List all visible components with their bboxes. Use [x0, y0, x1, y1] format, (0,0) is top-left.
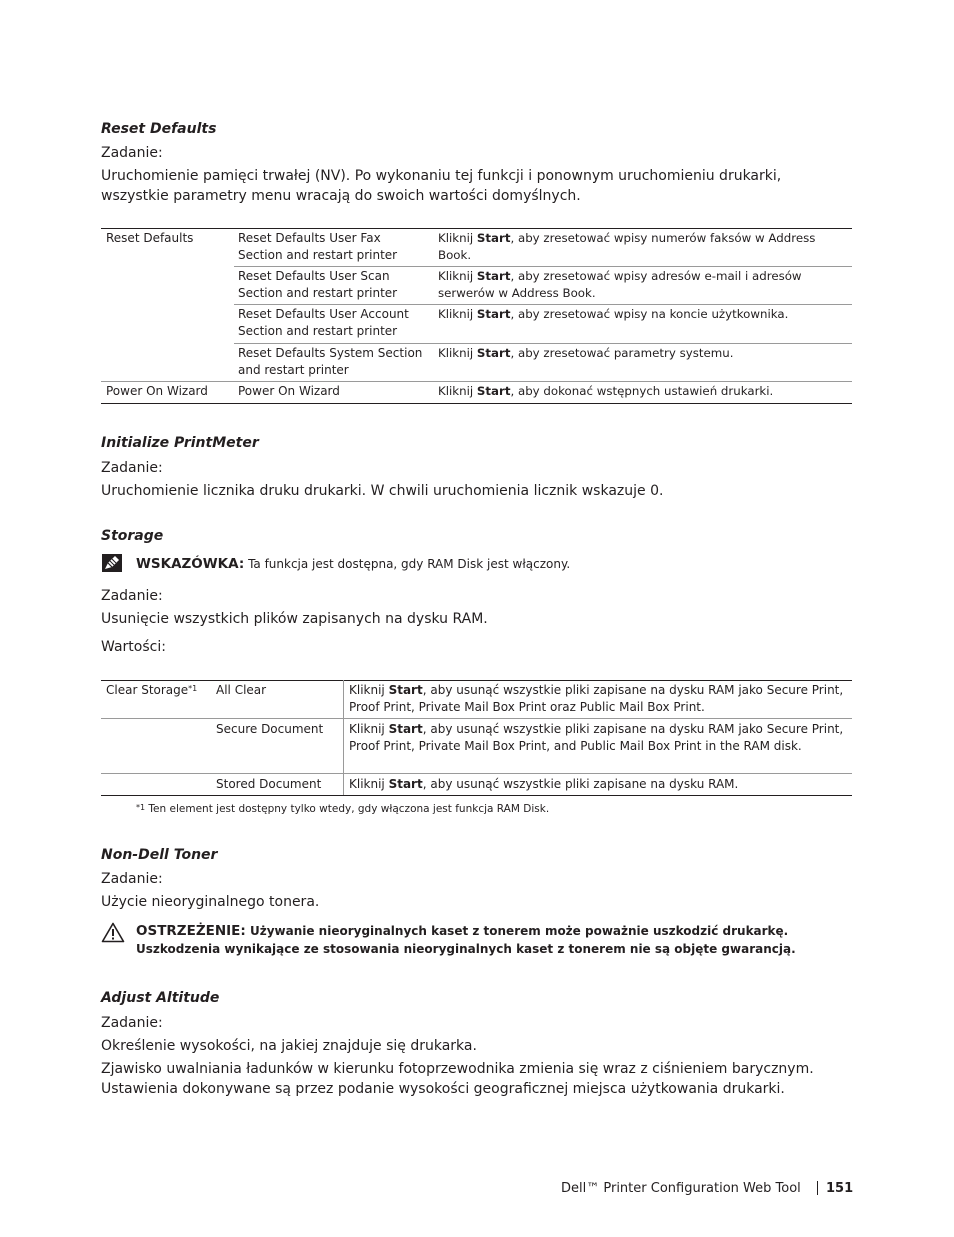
table-cell: Kliknij Start, aby dokonać wstępnych ustawień drukarki. [438, 384, 774, 398]
altitude-description: Określenie wysokości, na jakiej znajduje się drukarka. [101, 1038, 477, 1054]
section-title-storage: Storage [101, 528, 164, 544]
section-title-reset-defaults: Reset Defaults [101, 121, 217, 137]
table-cell: Reset Defaults User Account Section and restart printer [238, 307, 409, 338]
table-cell: Reset Defaults User Fax Section and restart printer [238, 231, 398, 262]
task-label: Zadanie: [101, 1015, 163, 1031]
row-divider [234, 266, 852, 267]
table-cell: Reset Defaults [106, 231, 194, 245]
row-divider [101, 381, 852, 382]
note-label: WSKAZÓWKA: [136, 556, 245, 572]
table-cell: Kliknij Start, aby zresetować wpisy na koncie użytkownika. [438, 307, 789, 321]
task-label: Zadanie: [101, 145, 163, 161]
column-divider [343, 680, 344, 795]
values-label: Wartości: [101, 639, 166, 655]
reset-defaults-description: Uruchomienie pamięci trwałej (NV). Po wykonaniu tej funkcji i ponownym uruchomieniu drukarki, wszystkie parametry menu wracają do swoich wartości domyślnych. [101, 168, 782, 204]
table-cell: Kliknij Start, aby zresetować wpisy numerów faksów w Address Book. [438, 231, 816, 262]
task-label: Zadanie: [101, 871, 163, 887]
section-title-non-dell-toner: Non-Dell Toner [101, 847, 218, 863]
printmeter-description: Uruchomienie licznika druku drukarki. W chwili uruchomienia licznik wskazuje 0. [101, 483, 664, 499]
altitude-description-2: Zjawisko uwalniania ładunków w kierunku fotoprzewodnika zmienia się wraz z ciśnieniem barycznym. Ustawienia dokonywane są przez podanie wysokości geograficznej miejsca użytkowania drukarki. [101, 1061, 814, 1097]
table-cell: Kliknij Start, aby zresetować wpisy adresów e-mail i adresów serwerów w Address Book. [438, 269, 802, 300]
warning-icon [101, 922, 125, 943]
table-cell: Reset Defaults User Scan Section and restart printer [238, 269, 398, 300]
row-divider [234, 304, 852, 305]
table-cell: Reset Defaults System Section and restart printer [238, 346, 423, 377]
table-bottom-rule [101, 403, 852, 404]
task-label: Zadanie: [101, 588, 163, 604]
toner-description: Użycie nieoryginalnego tonera. [101, 894, 320, 910]
table-cell: Kliknij Start, aby usunąć wszystkie pliki zapisane na dysku RAM. [349, 777, 739, 791]
row-divider [234, 343, 852, 344]
table-cell: Stored Document [216, 777, 322, 791]
table-top-rule [101, 228, 852, 229]
page-number: 151 [826, 1181, 854, 1196]
table-cell: Kliknij Start, aby zresetować parametry systemu. [438, 346, 734, 360]
table-top-rule [101, 680, 852, 681]
row-divider [101, 773, 852, 774]
footnote: $^{*1}$ Ten element jest dostępny tylko wtedy, gdy włączona jest funkcja RAM Disk. [136, 803, 550, 815]
note-pencil-icon [102, 554, 122, 572]
section-title-initialize-printmeter: Initialize PrintMeter [101, 435, 259, 451]
table-cell: Secure Document [216, 722, 324, 736]
footer-divider [817, 1181, 818, 1195]
storage-description: Usunięcie wszystkich plików zapisanych na dysku RAM. [101, 611, 488, 627]
table-cell: Kliknij Start, aby usunąć wszystkie pliki zapisane na dysku RAM jako Secure Print, Proof Print, Private Mail Box Print oraz Public Mail Box Print. [349, 683, 844, 714]
section-title-adjust-altitude: Adjust Altitude [101, 990, 220, 1006]
table-cell: Power On Wizard [238, 384, 340, 398]
table-cell-clear-storage: Clear Storage$^{*1}$ [106, 683, 198, 697]
footer-product-name: Dell™ Printer Configuration Web Tool [561, 1181, 801, 1196]
task-label: Zadanie: [101, 460, 163, 476]
table-cell: Kliknij Start, aby usunąć wszystkie pliki zapisane na dysku RAM jako Secure Print, Proof Print, Private Mail Box Print, and Public Mail Box Print in the RAM disk. [349, 722, 844, 753]
toner-warning: OSTRZEŻENIE: Używanie nieoryginalnych kaset z tonerem może poważnie uszkodzić drukarkę. Uszkodzenia wynikające ze stosowania nieoryginalnych kaset z tonerem nie są objęte gwarancją. [136, 923, 796, 956]
table-bottom-rule [101, 795, 852, 796]
warning-label: OSTRZEŻENIE: [136, 923, 246, 939]
table-cell: Power On Wizard [106, 384, 208, 398]
table-cell: All Clear [216, 683, 267, 697]
row-divider [101, 718, 852, 719]
storage-note: WSKAZÓWKA: Ta funkcja jest dostępna, gdy RAM Disk jest włączony. [136, 556, 571, 572]
